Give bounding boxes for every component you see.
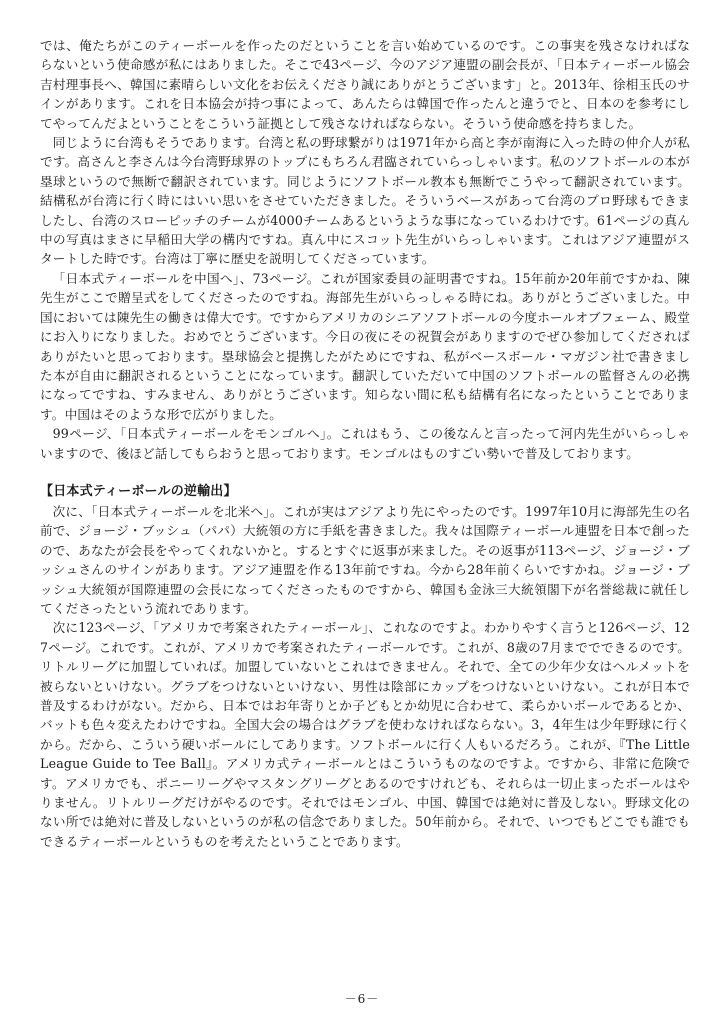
section-heading-reverse-export: 【日本式ティーボールの逆輸出】: [40, 483, 237, 499]
document-page: [40, 36, 690, 851]
paragraph-korea-evidence: では、俺たちがこのティーボールを作ったのだということを言い始めているのです。この事実を残さなければならないという使命感が私にはありました。そこで43ページ、今のアジア連盟の副会長が、「日本ティーボール協会吉村理事長へ、韓国に素晴らしい文化をお伝えくださり誠にありがとうございます」と。2013年、徐相玉氏のサインがあります。これを日本協会が持つ事によって、あんたらは韓国で作ったんと違うでと、日本のを参考にしてやってんだよということをこういう証拠として残さなければならない。そういう使命感を持ちました。: [40, 38, 690, 131]
paragraph-mongolia: 99ページ、「日本式ティーボールをモンゴルへ」。これはもう、この後なんと言ったって河内先生がいらっしゃいますので、後ほど話してもらおうと思っております。モンゴルはものすごい勢いで普及しております。: [40, 426, 690, 461]
section-gap: [40, 463, 690, 482]
page-number: －6－: [344, 992, 380, 1006]
paragraph-taiwan: 同じように台湾もそうであります。台湾と私の野球繋がりは1971年から高と李が南海に入った時の仲介人が私です。高さんと李さんは今台湾野球界のトップにもちろん君臨されていらっしゃいます。私のソフトボールの本が塁球というので無断で翻訳されています。同じようにソフトボール教本も無断でこうやって翻訳されています。結構私が台湾に行く時にはいい思いをさせていただきました。そういうベースがあって台湾のプロ野球もできましたし、台湾のスローピッチのチームが4000チームあるというような事になっているわけです。61ページの真ん中の写真はまさに早稲田大学の構内ですね。真ん中にスコット先生がいらっしゃいます。これはアジア連盟がスタートした時です。台湾は丁寧に歴史を説明してくださっています。: [40, 135, 690, 267]
paragraph-china: 「日本式ティーボールを中国へ」、73ページ。これが国家委員の証明書ですね。15年前か20年前ですかね、陳先生がここで贈呈式をしてくださったのですね。海部先生がいらっしゃる時にね。ありがとうございました。中国においては陳先生の働きは偉大です。ですからアメリカのシニアソフトボールの今度ホールオブフェーム、殿堂にお入りになりました。おめでとうございます。今日の夜にその祝賀会がありますのでぜひ参加してくださればありがたいと思っております。塁球協会と提携したがためにですね、私がベースボール・マガジン社で書きました本が自由に翻訳されるということになっています。翻訳していただいて中国のソフトボールの監督さんの必携になってですね、すみません、ありがとうございます。知らない間に私も結構有名になったということであります。中国はそのような形で広がりました。: [40, 270, 690, 422]
paragraph-north-america: 次に、「日本式ティーボールを北米へ」。これが実はアジアより先にやったのです。1997年10月に海部先生の名前で、ジョージ・ブッシュ（パパ）大統領の方に手紙を書きました。我々は国際ティーボール連盟を日本で創ったので、あなたが会長をやってくれないかと。するとすぐに返事が来ました。その返事が113ページ、ジョージ・ブッシュさんのサインがあります。アジア連盟を作る13年前ですね。今から28年前くらいですかね。ジョージ・ブッシュ大統領が国際連盟の会長になってくださったものですから、韓国も金泳三大統領閣下が名誉総裁に就任してくださったという流れであります。: [40, 503, 690, 616]
paragraph-american-teeball: 次に123ページ、「アメリカで考案されたティーボール」、これなのですよ。わかりやすく言うと126ページ、127ページ。これです。これが、アメリカで考案されたティーボールです。これが、8歳の7月まででできるのです。リトルリーグに加盟していれば。加盟していないとこれはできません。それで、全ての少年少女はヘルメットを被らないといけない。グラブをつけないといけない、男性は陰部にカップをつけないといけない。これが日本で普及するわけがない。だから、日本ではお年寄りとか子どもとか幼児に合わせて、柔らかいボールであるとか、バットも色々変えたわけですね。全国大会の場合はグラブを使わなければならない。3，4年生は少年野球に行くから。だから、こういう硬いボールにしてあります。ソフトボールに行く人もいるだろう。これが、『The Little League Guide to Tee Ball』。アメリカ式ティーボールとはこういうものなのですよ。ですから、非常に危険です。アメリカでも、ポニーリーグやマスタングリーグとあるのですけれども、それらは一切止まったボールはやりません。リトルリーグだけがやるのです。それではモンゴル、中国、韓国では絶対に普及しない。野球文化のない所では絶対に普及しないというのが私の信念でありました。50年前から。それで、いつでもどこでも誰でもできるティーボールというものを考えたということであります。: [40, 620, 690, 849]
